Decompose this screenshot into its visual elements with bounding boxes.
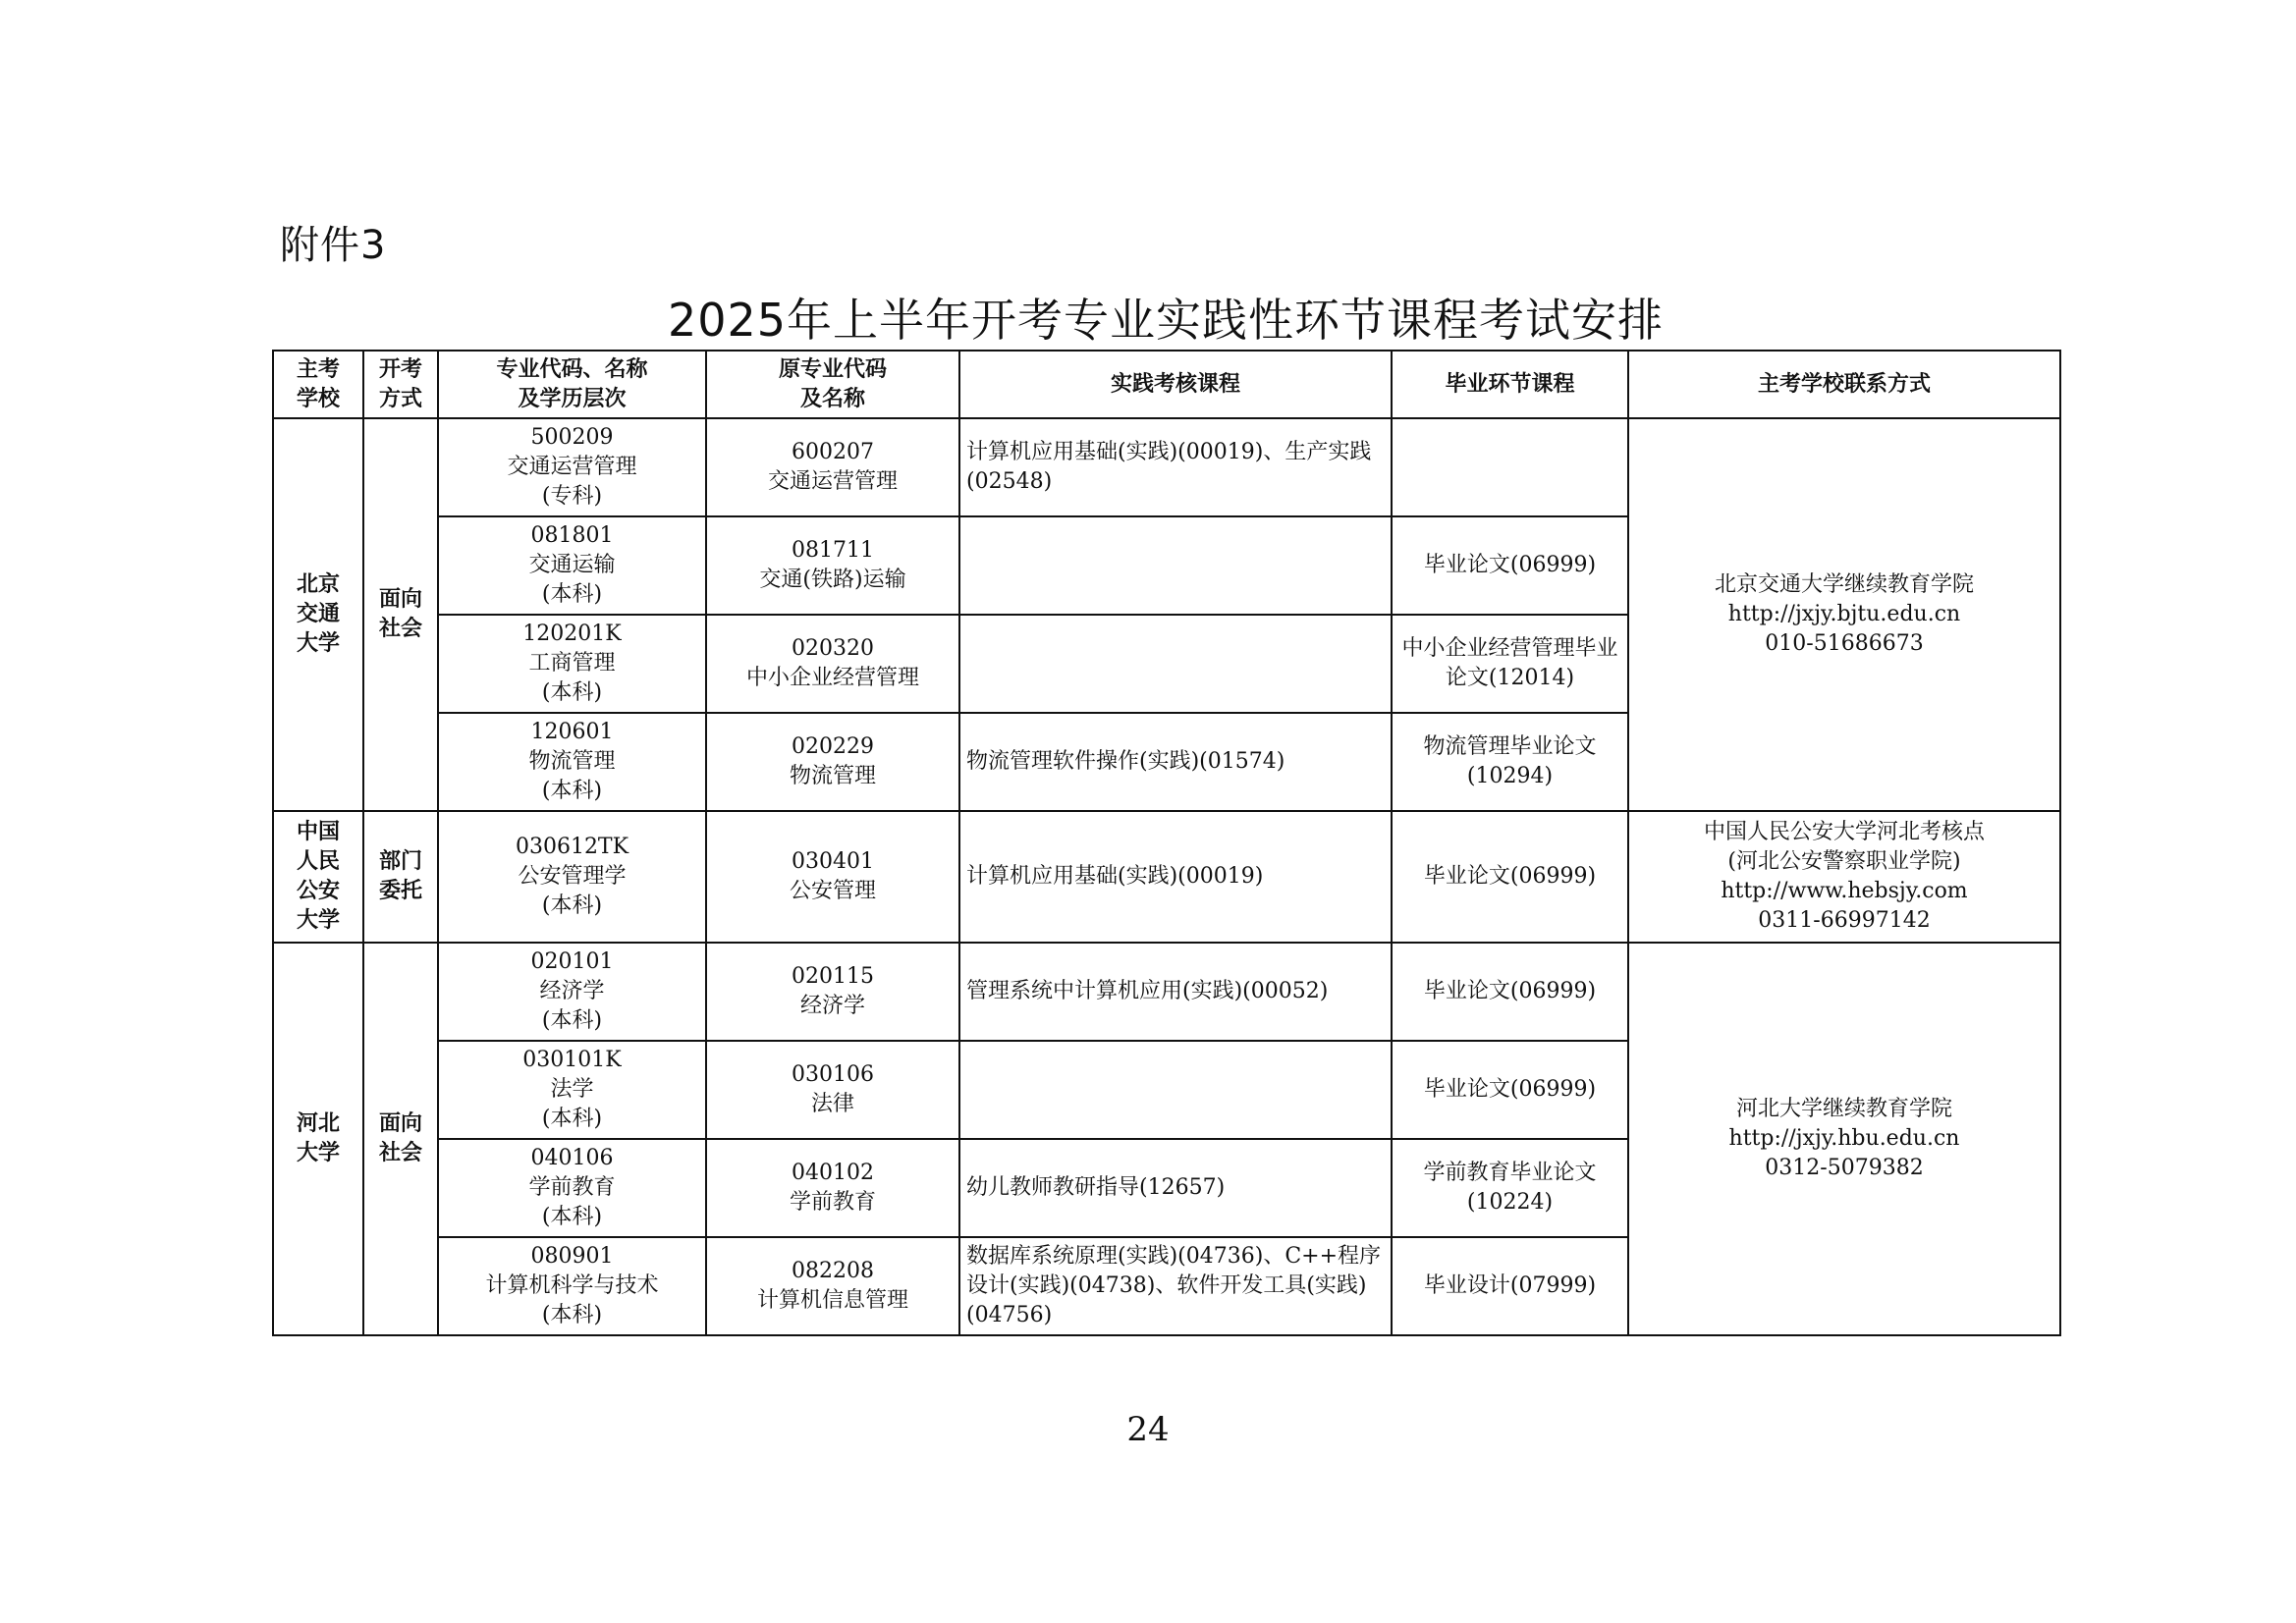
practice-cell: 物流管理软件操作(实践)(01574) (959, 713, 1392, 811)
orig-cell: 030106 法律 (706, 1041, 959, 1139)
table-row (273, 943, 2060, 1041)
orig-cell: 040102 学前教育 (706, 1139, 959, 1237)
practice-cell (959, 1041, 1392, 1139)
practice-cell: 管理系统中计算机应用(实践)(00052) (959, 943, 1392, 1041)
mode-cell: 部门 委托 (363, 811, 438, 943)
major-cell: 120201K 工商管理 (本科) (438, 615, 706, 713)
table-row (273, 418, 2060, 516)
orig-cell: 020229 物流管理 (706, 713, 959, 811)
graduation-cell: 毕业论文(06999) (1392, 811, 1628, 943)
major-cell: 030101K 法学 (本科) (438, 1041, 706, 1139)
attachment-label: 附件3 (280, 223, 387, 268)
major-cell: 081801 交通运输 (本科) (438, 516, 706, 615)
practice-cell (959, 615, 1392, 713)
header-major: 专业代码、名称 及学历层次 (438, 351, 706, 418)
graduation-cell: 毕业论文(06999) (1392, 1041, 1628, 1139)
graduation-cell: 中小企业经营管理毕业论文(12014) (1392, 615, 1628, 713)
practice-cell: 幼儿教师教研指导(12657) (959, 1139, 1392, 1237)
mode-cell: 面向 社会 (363, 943, 438, 1335)
contact-cell: 中国人民公安大学河北考核点 (河北公安警察职业学院) http://www.hebsjy.com 0311-66997142 (1628, 811, 2060, 943)
orig-cell: 030401 公安管理 (706, 811, 959, 943)
orig-cell: 082208 计算机信息管理 (706, 1237, 959, 1335)
orig-cell: 020115 经济学 (706, 943, 959, 1041)
header-contact: 主考学校联系方式 (1628, 351, 2060, 418)
orig-cell: 081711 交通(铁路)运输 (706, 516, 959, 615)
practice-cell: 数据库系统原理(实践)(04736)、C++程序设计(实践)(04738)、软件开发工具(实践)(04756) (959, 1237, 1392, 1335)
contact-cell: 北京交通大学继续教育学院 http://jxjy.bjtu.edu.cn 010-51686673 (1628, 418, 2060, 811)
header-school: 主考 学校 (273, 351, 363, 418)
header-practice: 实践考核课程 (959, 351, 1392, 418)
page-number: 24 (1126, 1410, 1170, 1449)
exam-schedule-table (272, 350, 2061, 1336)
graduation-cell (1392, 418, 1628, 516)
school-cell: 北京 交通 大学 (273, 418, 363, 811)
major-cell: 120601 物流管理 (本科) (438, 713, 706, 811)
header-row (273, 351, 2060, 418)
orig-cell: 020320 中小企业经营管理 (706, 615, 959, 713)
graduation-cell: 毕业论文(06999) (1392, 516, 1628, 615)
major-cell: 030612TK 公安管理学 (本科) (438, 811, 706, 943)
school-cell: 河北 大学 (273, 943, 363, 1335)
page-title: 2025年上半年开考专业实践性环节课程考试安排 (667, 294, 1665, 347)
orig-cell: 600207 交通运营管理 (706, 418, 959, 516)
table-row (273, 811, 2060, 943)
header-orig: 原专业代码 及名称 (706, 351, 959, 418)
mode-cell: 面向 社会 (363, 418, 438, 811)
header-graduation: 毕业环节课程 (1392, 351, 1628, 418)
graduation-cell: 物流管理毕业论文(10294) (1392, 713, 1628, 811)
practice-cell (959, 516, 1392, 615)
major-cell: 080901 计算机科学与技术 (本科) (438, 1237, 706, 1335)
header-mode: 开考 方式 (363, 351, 438, 418)
graduation-cell: 学前教育毕业论文(10224) (1392, 1139, 1628, 1237)
school-cell: 中国 人民 公安 大学 (273, 811, 363, 943)
contact-cell: 河北大学继续教育学院 http://jxjy.hbu.edu.cn 0312-5079382 (1628, 943, 2060, 1335)
practice-cell: 计算机应用基础(实践)(00019)、生产实践(02548) (959, 418, 1392, 516)
major-cell: 500209 交通运营管理 (专科) (438, 418, 706, 516)
major-cell: 040106 学前教育 (本科) (438, 1139, 706, 1237)
major-cell: 020101 经济学 (本科) (438, 943, 706, 1041)
graduation-cell: 毕业设计(07999) (1392, 1237, 1628, 1335)
practice-cell: 计算机应用基础(实践)(00019) (959, 811, 1392, 943)
graduation-cell: 毕业论文(06999) (1392, 943, 1628, 1041)
